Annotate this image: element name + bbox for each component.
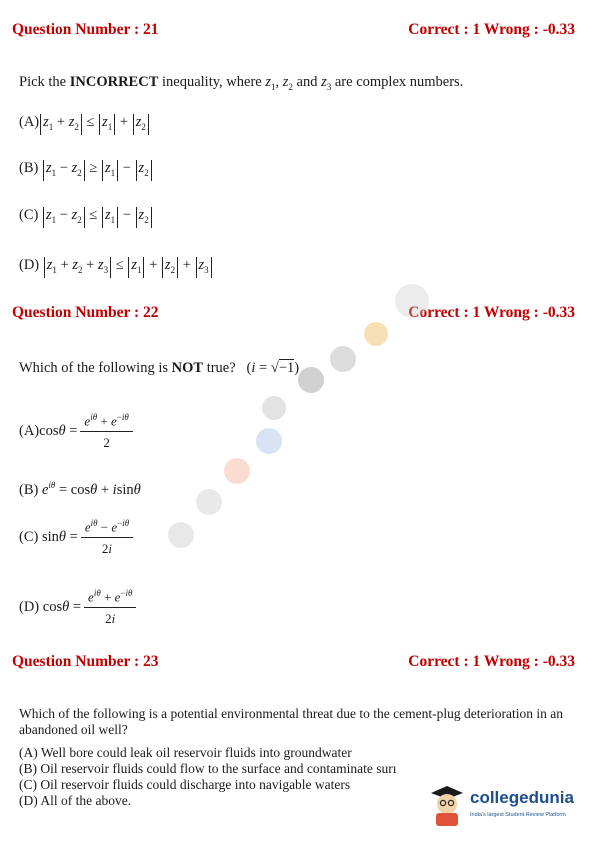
watermark-seal-icon: [330, 346, 356, 372]
brand-tagline: India's largest Student Review Platform: [470, 812, 566, 818]
collegedunia-logo: [428, 780, 588, 830]
watermark-seal-icon: [168, 522, 194, 548]
q23-option-d[interactable]: (D) All of the above.: [19, 793, 132, 808]
q23-option-b[interactable]: (B) Oil reservoir fluids could flow to the surface and contaminate surı: [19, 761, 397, 776]
q22-option-b[interactable]: (B) $e^{i\theta} = \cos\theta + isin\theta$: [19, 480, 141, 498]
brand-name: collegedunia: [470, 788, 574, 807]
watermark-seal-icon: [256, 428, 282, 454]
q23-number: Question Number : 23: [12, 653, 159, 670]
q23-option-a[interactable]: (A) Well bore could leak oil reservoir fluids into groundwater: [19, 745, 352, 760]
watermark-seal-icon: [395, 284, 429, 318]
q22-marks: Correct : 1 Wrong : -0.33: [408, 304, 575, 321]
q23-option-c[interactable]: (C) Oil reservoir fluids could discharge into navigable waters: [19, 777, 351, 792]
q21-stem: Pick the INCORRECT inequality, where $z_1$, $z_2$ and $z_3$ are complex numbers.: [19, 74, 464, 92]
q22-header: [12, 304, 575, 324]
watermark-seal-icon: [262, 396, 286, 420]
q23-marks: Correct : 1 Wrong : -0.33: [408, 653, 575, 670]
q21-number: Question Number : 21: [12, 21, 159, 38]
q22-option-d[interactable]: (D) cosθ = $\frac{e^{i\theta} + e^{-i\theta}}{2i}$: [19, 588, 136, 627]
q22-option-c[interactable]: (C) sinθ = $\frac{e^{i\theta} - e^{-i\theta}}{2i}$: [19, 518, 133, 557]
q22-option-a[interactable]: (A)cosθ = $\frac{e^{i\theta} + e^{-i\theta}}{2}$: [19, 412, 133, 451]
mascot-icon: [428, 782, 466, 828]
watermark-seal-icon: [364, 322, 388, 346]
q23-stem: Which of the following is a potential environmental threat due to the cement-plug deterioration in an abandoned oil well?: [19, 706, 563, 737]
q21-option-b[interactable]: (B) $z_1 - z_2 \ge z_1 - z_2$: [19, 160, 153, 181]
watermark-seal-icon: [196, 489, 222, 515]
q23-options: [19, 745, 397, 809]
q21-option-a[interactable]: (A) $z_1 + z_2 \le z_1 + z_2$: [19, 114, 150, 135]
q23-header: [12, 653, 575, 673]
q21-marks: Correct : 1 Wrong : -0.33: [408, 21, 575, 38]
q21-option-d[interactable]: (D) $z_1 + z_2 + z_3 \le z_1 + z_2 + z_3$: [19, 257, 213, 278]
watermark-seal-icon: [224, 458, 250, 484]
q22-stem: Which of the following is NOT true? (i = √−1): [19, 360, 300, 376]
q22-number: Question Number : 22: [12, 304, 159, 321]
q21-header: [12, 21, 575, 41]
watermark-seal-icon: [298, 367, 324, 393]
q21-option-c[interactable]: (C) $z_1 - z_2 \le z_1 - z_2$: [19, 207, 153, 228]
